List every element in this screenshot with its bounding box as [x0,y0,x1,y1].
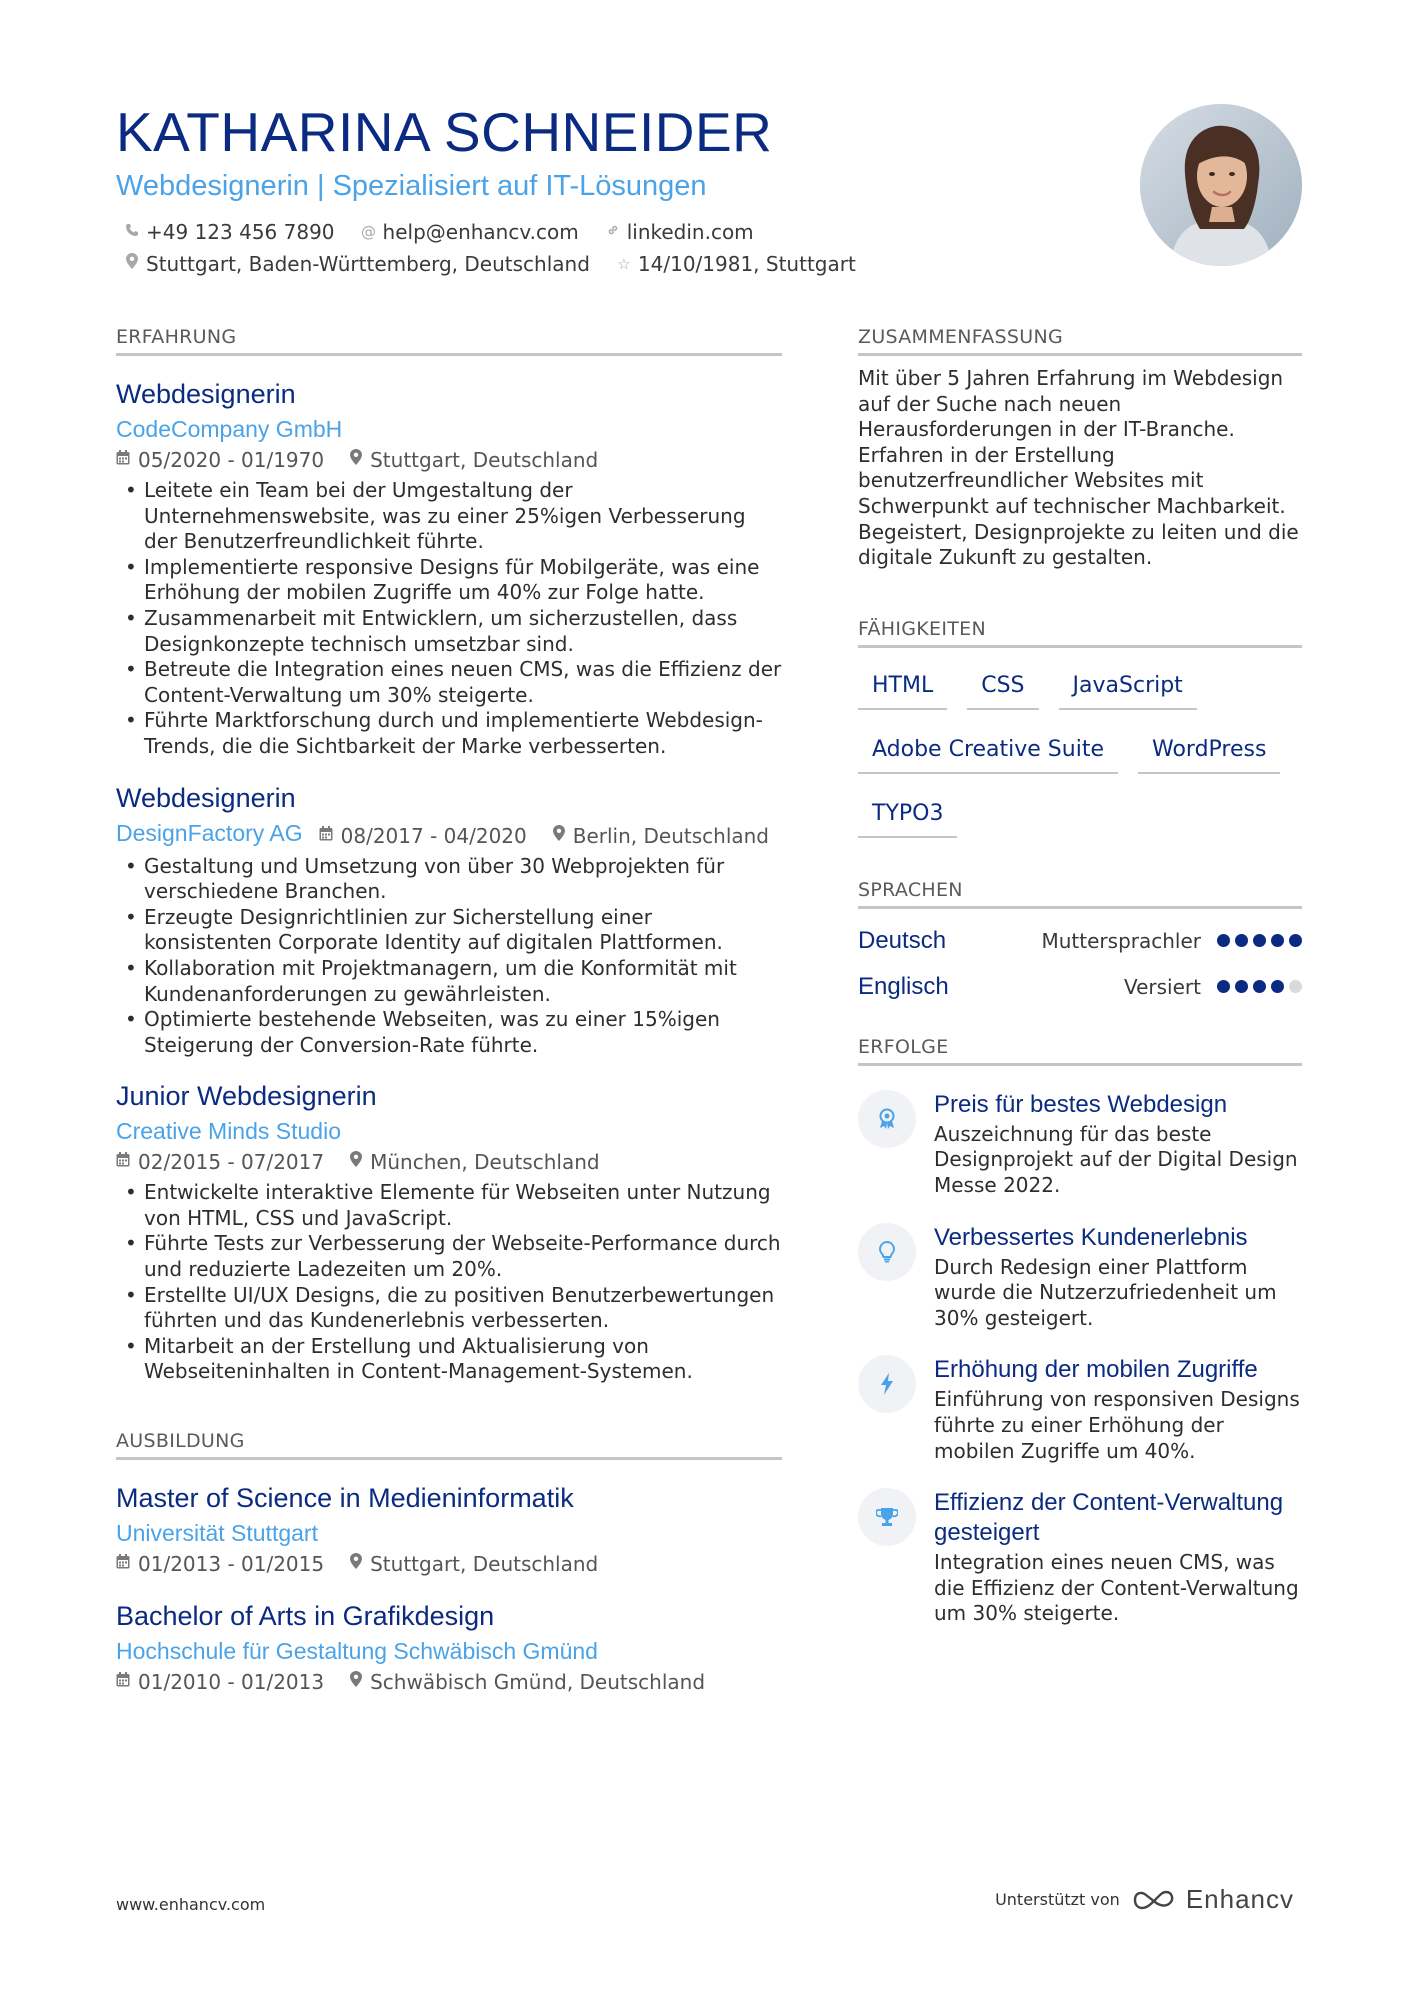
bullet-item: • Kollaboration mit Projektmanagern, um die Konformität mit Kundenanforderungen zu gewährleisten. [116,956,782,1007]
skill-tag: CSS [967,662,1038,710]
language-rating [1217,934,1302,947]
location-pin-icon [124,250,140,278]
achievement-title: Verbessertes Kundenerlebnis [934,1223,1248,1251]
achievement-desc: Integration eines neuen CMS, was die Effizienz der Content-Verwaltung um 30% steigerte. [934,1550,1299,1626]
contact-email[interactable] [361,218,579,246]
language-row [858,973,1302,1001]
bullet-item: • Gestaltung und Umsetzung von über 30 Webprojekten für verschiedene Branchen. [116,854,782,905]
languages-title: SPRACHEN [858,878,1302,909]
rating-dot-filled [1217,980,1230,993]
rating-dot-filled [1271,980,1284,993]
powered-by-text: Unterstützt von [995,1890,1120,1909]
achievement-desc: Durch Redesign einer Plattform wurde die Nutzerzufriedenheit um 30% gesteigert. [934,1254,1277,1330]
location-pin-icon [553,822,565,850]
bullet-item: • Erzeugte Designrichtlinien zur Sicherstellung einer konsistenten Corporate Identity auf digitalen Plattformen. [116,905,782,956]
left-column [116,325,782,1696]
company-name: Creative Minds Studio [116,1118,341,1145]
job-dates [116,446,324,474]
skill-tag: TYPO3 [858,790,957,838]
resume-header [116,100,1116,278]
birth-text: 14/10/1981, Stuttgart [637,252,856,276]
location-text: Stuttgart, Baden-Württemberg, Deutschland [146,252,590,276]
trophy-icon [858,1488,916,1546]
star-icon: ☆ [617,255,631,273]
skill-tag: HTML [858,662,947,710]
logo-text: Enhancv [1185,1884,1294,1914]
achievement-title: Effizienz der Content-Verwaltung gesteigert [934,1489,1284,1547]
dates-text: 05/2020 - 01/1970 [138,448,325,472]
dates-text: 02/2015 - 07/2017 [138,1150,325,1175]
contact-phone[interactable] [124,218,335,246]
rating-dot-filled [1235,980,1248,993]
education-entry [116,1480,782,1578]
language-level: Muttersprachler [1041,928,1201,953]
company-name: DesignFactory AG [116,819,303,846]
job-location [553,822,769,850]
school-name: Universität Stuttgart [116,1520,318,1547]
lightbulb-icon [858,1223,916,1281]
location-text: Schwäbisch Gmünd, Deutschland [370,1670,706,1695]
bullet-item: • Implementierte responsive Designs für Mobilgeräte, was eine Erhöhung der mobilen Zugriffe um 40% zur Folge hatte. [116,555,782,606]
education-meta [116,1550,782,1578]
location-pin-icon [350,446,362,474]
contact-birth [616,250,856,278]
enhancv-logo[interactable] [1132,1884,1294,1915]
enhancv-logo-icon [1132,1888,1178,1912]
education-dates [116,1668,324,1696]
education-location [350,1668,705,1696]
at-icon: @ [361,223,377,241]
skills-section [858,617,1302,838]
bullet-item: • Optimierte bestehende Webseiten, was zu einer 15%igen Steigerung der Conversion-Rate führte. [116,1007,782,1058]
right-column [858,325,1302,1627]
achievement-body [934,1355,1302,1464]
link-icon [605,218,621,246]
dates-text: 08/2017 - 04/2020 [340,823,527,848]
bullet-item: • Zusammenarbeit mit Entwicklern, um sicherzustellen, dass Designkonzepte technisch umsetzbar sind. [116,606,782,657]
skill-tag: WordPress [1138,726,1280,774]
contact-location [124,250,590,278]
job-title: Junior Webdesignerin [116,1081,377,1112]
footer-powered-by [995,1884,1294,1915]
skills-title: FÄHIGKEITEN [858,617,1302,648]
job-meta [319,822,769,850]
email-text: help@enhancv.com [382,220,579,244]
education-meta [116,1668,782,1696]
contact-linkedin[interactable] [605,218,754,246]
education-title: AUSBILDUNG [116,1429,782,1460]
candidate-tagline: Webdesignerin | Spezialisiert auf IT-Lösungen [116,170,707,202]
job-meta [116,446,782,474]
degree-title: Master of Science in Medieninformatik [116,1483,574,1514]
linkedin-text: linkedin.com [626,220,754,244]
bullet-item: • Führte Tests zur Verbesserung der Webseite-Performance durch und reduzierte Ladezeiten um 20%. [116,1231,782,1282]
profile-photo [1140,104,1302,266]
achievement-desc: Einführung von responsiven Designs führte zu einer Erhöhung der mobilen Zugriffe um 40%. [934,1387,1300,1463]
job-dates [116,1148,324,1176]
contact-row-2 [116,250,1116,278]
bullet-item: • Führte Marktforschung durch und implementierte Webdesign-Trends, die die Sichtbarkeit der Marke verbesserten. [116,708,782,759]
achievement-item [858,1090,1302,1199]
achievement-item [858,1223,1302,1332]
job-location [350,1148,599,1176]
location-pin-icon [350,1668,362,1696]
achievement-title: Erhöhung der mobilen Zugriffe [934,1356,1258,1384]
dates-text: 01/2013 - 01/2015 [138,1552,325,1577]
phone-text: +49 123 456 7890 [146,220,335,244]
phone-icon [124,218,140,246]
bullet-item: • Betreute die Integration eines neuen CMS, was die Effizienz der Content-Verwaltung um 30% steigerte. [116,657,782,708]
achievements-title: ERFOLGE [858,1035,1302,1066]
achievement-body [934,1223,1302,1332]
bullet-item: • Erstellte UI/UX Designs, die zu positiven Benutzerbewertungen führten und das Kundenerlebnis verbesserten. [116,1283,782,1334]
achievement-body [934,1090,1302,1199]
company-name: CodeCompany GmbH [116,416,343,442]
location-text: Stuttgart, Deutschland [370,448,599,472]
skill-tag: Adobe Creative Suite [858,726,1118,774]
calendar-icon [116,1148,130,1176]
degree-title: Bachelor of Arts in Grafikdesign [116,1601,495,1632]
job-bullets [116,1180,782,1385]
contact-row-1 [116,218,1116,246]
education-section [116,1429,782,1696]
job-title: Webdesignerin [116,782,296,813]
footer-website[interactable]: www.enhancv.com [116,1895,266,1914]
job-location [350,446,598,474]
skills-list [858,662,1302,838]
school-name: Hochschule für Gestaltung Schwäbisch Gmünd [116,1638,598,1665]
company-meta-line [116,816,782,850]
calendar-icon [116,1550,130,1578]
experience-entry [116,376,782,760]
calendar-icon [116,446,130,474]
education-entry [116,1598,782,1696]
rating-dot-filled [1217,934,1230,947]
rating-dot-empty [1289,980,1302,993]
experience-entry [116,1078,782,1385]
experience-title: ERFAHRUNG [116,325,782,356]
calendar-icon [319,822,333,850]
job-bullets [116,854,782,1059]
dates-text: 01/2010 - 01/2013 [138,1670,325,1695]
rating-dot-filled [1253,934,1266,947]
location-text: Stuttgart, Deutschland [370,1552,599,1577]
bullet-item: • Leitete ein Team bei der Umgestaltung der Unternehmenswebsite, was zu einer 25%igen Verbesserung der Benutzerfreundlichkeit führte. [116,478,782,555]
achievements-section [858,1035,1302,1627]
language-name: Englisch [858,972,949,1000]
language-name: Deutsch [858,926,947,954]
award-icon [858,1090,916,1148]
education-dates [116,1550,324,1578]
language-level: Versiert [1123,974,1201,999]
job-bullets [116,478,782,760]
skill-tag: JavaScript [1059,662,1197,710]
rating-dot-filled [1235,934,1248,947]
language-row [858,927,1302,955]
achievement-desc: Auszeichnung für das beste Designprojekt auf der Digital Design Messe 2022. [934,1121,1298,1197]
job-meta [116,1148,782,1176]
achievement-item [858,1355,1302,1464]
rating-dot-filled [1271,934,1284,947]
job-dates [319,822,527,850]
rating-dot-filled [1289,934,1302,947]
achievement-item [858,1488,1302,1627]
lightning-icon [858,1355,916,1413]
location-pin-icon [350,1148,362,1176]
location-pin-icon [350,1550,362,1578]
candidate-name: KATHARINA SCHNEIDER [116,101,773,163]
bullet-item: • Entwickelte interaktive Elemente für Webseiten unter Nutzung von HTML, CSS und JavaScript. [116,1180,782,1231]
languages-section [858,878,1302,1001]
location-text: München, Deutschland [370,1150,600,1175]
location-text: Berlin, Deutschland [572,823,769,848]
summary-title: ZUSAMMENFASSUNG [858,325,1302,356]
rating-dot-filled [1253,980,1266,993]
experience-entry [116,780,782,1059]
bullet-item: • Mitarbeit an der Erstellung und Aktualisierung von Webseiteninhalten in Content-Management-Systemen. [116,1334,782,1385]
achievement-body [934,1488,1302,1627]
summary-text: Mit über 5 Jahren Erfahrung im Webdesign auf der Suche nach neuen Herausforderungen in der IT-Branche. Erfahren in der Erstellung benutzerfreundlicher Websites mit Schwerpunkt auf technischer Machbarkeit. Begeistert, Designprojekte zu leiten und die digitale Zukunft zu gestalten. [858,366,1299,570]
achievement-title: Preis für bestes Webdesign [934,1090,1228,1118]
job-title: Webdesignerin [116,379,296,409]
calendar-icon [116,1668,130,1696]
education-location [350,1550,598,1578]
language-rating [1217,980,1302,993]
